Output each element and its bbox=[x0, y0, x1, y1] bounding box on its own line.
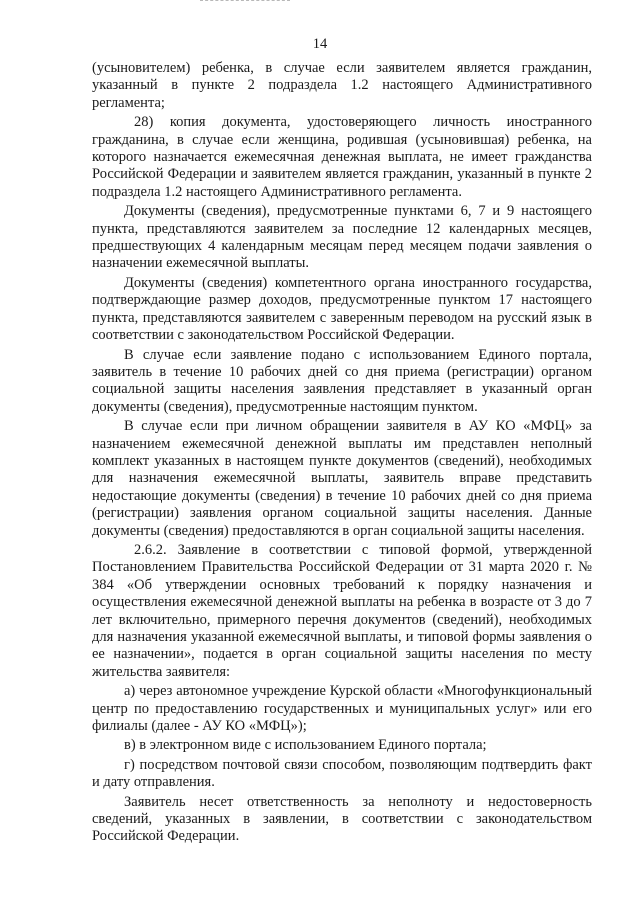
paragraph: 2.6.2. Заявление в соответствии с типовой формой, утвержденной Постановлением Правительства Российской Федерации от 31 марта 2020 г. № 384 «Об утверждении основных требований к порядку назначения и осуществления ежемесячной денежной выплаты на ребенка в возрасте от 3 до 7 лет включительно, примерного перечня документов (сведений), необходимых для назначения указанной ежемесячной выплаты, и типовой формы заявления о ее назначении», подается в орган социальной защиты населения по месту жительства заявителя: bbox=[92, 541, 592, 680]
paragraph: В случае если заявление подано с использованием Единого портала, заявитель в течение 10 рабочих дней со дня приема (регистрации) органом социальной защиты населения заявления представляет в указанный орган документы (сведения), предусмотренные настоящим пунктом. bbox=[92, 346, 592, 415]
paragraph: Документы (сведения) компетентного органа иностранного государства, подтверждающие размер доходов, предусмотренные пунктом 17 настоящего пункта, представляются заявителем с заверенным переводом на русский язык в соответствии с законодательством Российской Федерации. bbox=[92, 274, 592, 344]
paragraph: (усыновителем) ребенка, в случае если заявителем является гражданин, указанный в пункте 2 подраздела 1.2 настоящего Административного регламента; bbox=[92, 60, 592, 111]
paragraph: Документы (сведения), предусмотренные пунктами 6, 7 и 9 настоящего пункта, представляются заявителем за последние 12 календарных месяцев, предшествующих 4 календарным месяцам перед месяцем подачи заявления о назначении ежемесячной выплаты. bbox=[92, 203, 592, 272]
list-item: в) в электронном виде с использованием Единого портала; bbox=[124, 737, 487, 754]
paragraph: Заявитель несет ответственность за неполноту и недостоверность сведений, указанных в заявлении, в соответствии с законодательством Российской Федерации. bbox=[92, 793, 592, 845]
page-number: 14 bbox=[312, 36, 328, 52]
list-item: г) посредством почтовой связи способом, позволяющим подтвердить факт и дату отправления. bbox=[92, 756, 592, 791]
paragraph: 28) копия документа, удостоверяющего личность иностранного гражданина, в случае если женщина, родившая (усыновившая) ребенка, на которого назначается ежемесячная денежная выплата, не имеет гражданства Российской Федерации и заявителем является гражданин, указанный в пункте 2 подраздела 1.2 настоящего Административного регламента. bbox=[92, 114, 592, 200]
paragraph: В случае если при личном обращении заявителя в АУ КО «МФЦ» за назначением ежемесячной денежной выплаты им представлен неполный комплект указанных в настоящем пункте документов (сведений), необходимых для назначения ежемесячной выплаты, заявитель вправе представить недостающие документы (сведения) в течение 10 рабочих дней со дня приема (регистрации) заявления органом социальной защиты населения. Данные документы (сведения) предоставляются в орган социальной защиты населения. bbox=[92, 418, 592, 539]
list-item: а) через автономное учреждение Курской области «Многофункциональный центр по предоставлению государственных и муниципальных услуг» или его филиалы (далее - АУ КО «МФЦ»); bbox=[92, 683, 592, 735]
document-body bbox=[92, 60, 592, 846]
top-edge-mark bbox=[200, 0, 290, 4]
